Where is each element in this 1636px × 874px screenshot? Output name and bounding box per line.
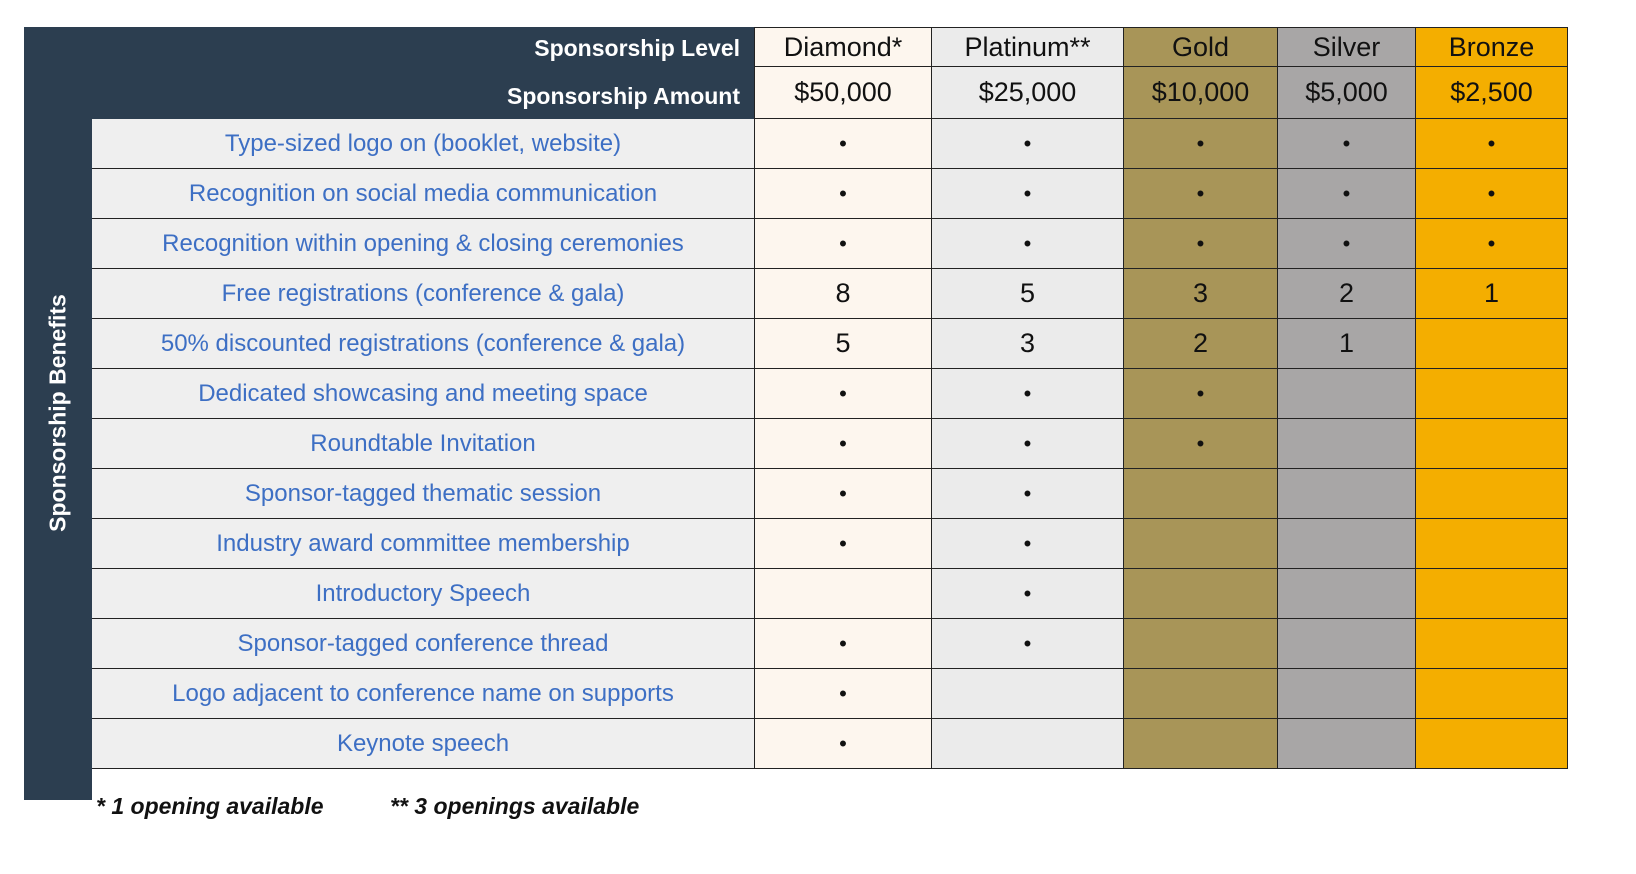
tier-bronze-name: Bronze <box>1416 27 1568 67</box>
benefit-value-platinum: • <box>932 469 1124 519</box>
benefit-label: 50% discounted registrations (conference & gala) <box>92 319 754 369</box>
tier-bronze-amount: $2,500 <box>1416 67 1568 119</box>
benefit-value-bronze: • <box>1416 219 1568 269</box>
sponsorship-level-label: Sponsorship Level <box>534 35 740 61</box>
sponsorship-benefits-label: Sponsorship Benefits <box>44 294 71 532</box>
benefit-value-bronze <box>1416 519 1568 569</box>
benefit-value-diamond: • <box>754 519 932 569</box>
benefit-value-bronze <box>1416 619 1568 669</box>
benefit-value-gold: • <box>1124 419 1278 469</box>
footnote-platinum: ** 3 openings available <box>390 793 640 819</box>
tier-gold-amount: $10,000 <box>1124 67 1278 119</box>
benefit-value-gold <box>1124 519 1278 569</box>
benefit-label: Recognition on social media communication <box>92 169 754 219</box>
tier-silver-name: Silver <box>1278 27 1416 67</box>
benefit-label: Free registrations (conference & gala) <box>92 269 754 319</box>
benefit-value-bronze: • <box>1416 169 1568 219</box>
benefit-label: Logo adjacent to conference name on supports <box>92 669 754 719</box>
benefit-value-diamond: • <box>754 669 932 719</box>
benefit-value-diamond: • <box>754 419 932 469</box>
benefit-label: Recognition within opening & closing ceremonies <box>92 219 754 269</box>
tier-platinum-name: Platinum** <box>932 27 1124 67</box>
benefit-value-platinum: • <box>932 369 1124 419</box>
benefit-value-diamond: • <box>754 619 932 669</box>
benefit-value-platinum: • <box>932 619 1124 669</box>
benefit-value-bronze: 1 <box>1416 269 1568 319</box>
benefit-value-gold <box>1124 469 1278 519</box>
benefit-value-silver: • <box>1278 219 1416 269</box>
benefit-value-silver <box>1278 369 1416 419</box>
benefit-value-platinum: • <box>932 119 1124 169</box>
benefit-value-platinum: • <box>932 219 1124 269</box>
tier-diamond-name: Diamond* <box>754 27 932 67</box>
benefit-value-gold <box>1124 719 1278 769</box>
benefit-value-gold: • <box>1124 219 1278 269</box>
benefit-value-silver <box>1278 419 1416 469</box>
benefit-value-diamond: • <box>754 369 932 419</box>
tier-platinum-amount: $25,000 <box>932 67 1124 119</box>
header-band <box>92 27 754 119</box>
benefit-value-bronze <box>1416 319 1568 369</box>
benefit-value-diamond: • <box>754 219 932 269</box>
benefit-value-gold: • <box>1124 119 1278 169</box>
tier-diamond-amount: $50,000 <box>754 67 932 119</box>
benefit-value-bronze <box>1416 419 1568 469</box>
benefit-label: Introductory Speech <box>92 569 754 619</box>
benefit-value-bronze <box>1416 469 1568 519</box>
benefit-value-bronze <box>1416 569 1568 619</box>
benefit-value-silver <box>1278 669 1416 719</box>
benefit-label: Sponsor-tagged conference thread <box>92 619 754 669</box>
benefit-value-gold: 2 <box>1124 319 1278 369</box>
benefit-value-bronze <box>1416 369 1568 419</box>
benefit-value-silver: • <box>1278 119 1416 169</box>
benefit-value-silver: 1 <box>1278 319 1416 369</box>
benefit-value-bronze <box>1416 669 1568 719</box>
benefit-value-silver: 2 <box>1278 269 1416 319</box>
benefit-value-gold <box>1124 619 1278 669</box>
benefit-value-diamond: • <box>754 169 932 219</box>
benefit-value-gold: • <box>1124 169 1278 219</box>
benefit-value-diamond: 8 <box>754 269 932 319</box>
benefit-value-platinum <box>932 669 1124 719</box>
benefit-value-silver <box>1278 619 1416 669</box>
benefit-value-silver <box>1278 469 1416 519</box>
benefit-value-gold: • <box>1124 369 1278 419</box>
footnote-diamond: * 1 opening available <box>96 793 324 819</box>
benefit-value-diamond <box>754 569 932 619</box>
benefit-value-silver: • <box>1278 169 1416 219</box>
benefit-value-platinum: 3 <box>932 319 1124 369</box>
benefit-value-platinum: • <box>932 419 1124 469</box>
benefit-value-diamond: • <box>754 469 932 519</box>
benefit-label: Roundtable Invitation <box>92 419 754 469</box>
benefit-value-silver <box>1278 569 1416 619</box>
benefit-value-gold: 3 <box>1124 269 1278 319</box>
benefit-value-platinum: 5 <box>932 269 1124 319</box>
benefit-label: Type-sized logo on (booklet, website) <box>92 119 754 169</box>
benefit-value-silver <box>1278 519 1416 569</box>
benefit-label: Keynote speech <box>92 719 754 769</box>
benefit-value-diamond: • <box>754 119 932 169</box>
side-band <box>24 27 92 800</box>
benefit-value-platinum: • <box>932 519 1124 569</box>
benefit-value-platinum <box>932 719 1124 769</box>
benefit-label: Sponsor-tagged thematic session <box>92 469 754 519</box>
benefit-value-gold <box>1124 669 1278 719</box>
benefit-value-diamond: • <box>754 719 932 769</box>
benefit-label: Dedicated showcasing and meeting space <box>92 369 754 419</box>
benefit-value-bronze: • <box>1416 119 1568 169</box>
sponsorship-amount-label: Sponsorship Amount <box>507 83 740 109</box>
tier-silver-amount: $5,000 <box>1278 67 1416 119</box>
benefit-value-gold <box>1124 569 1278 619</box>
benefit-value-bronze <box>1416 719 1568 769</box>
tier-gold-name: Gold <box>1124 27 1278 67</box>
benefit-value-silver <box>1278 719 1416 769</box>
benefit-label: Industry award committee membership <box>92 519 754 569</box>
benefit-value-diamond: 5 <box>754 319 932 369</box>
benefit-value-platinum: • <box>932 569 1124 619</box>
benefit-value-platinum: • <box>932 169 1124 219</box>
